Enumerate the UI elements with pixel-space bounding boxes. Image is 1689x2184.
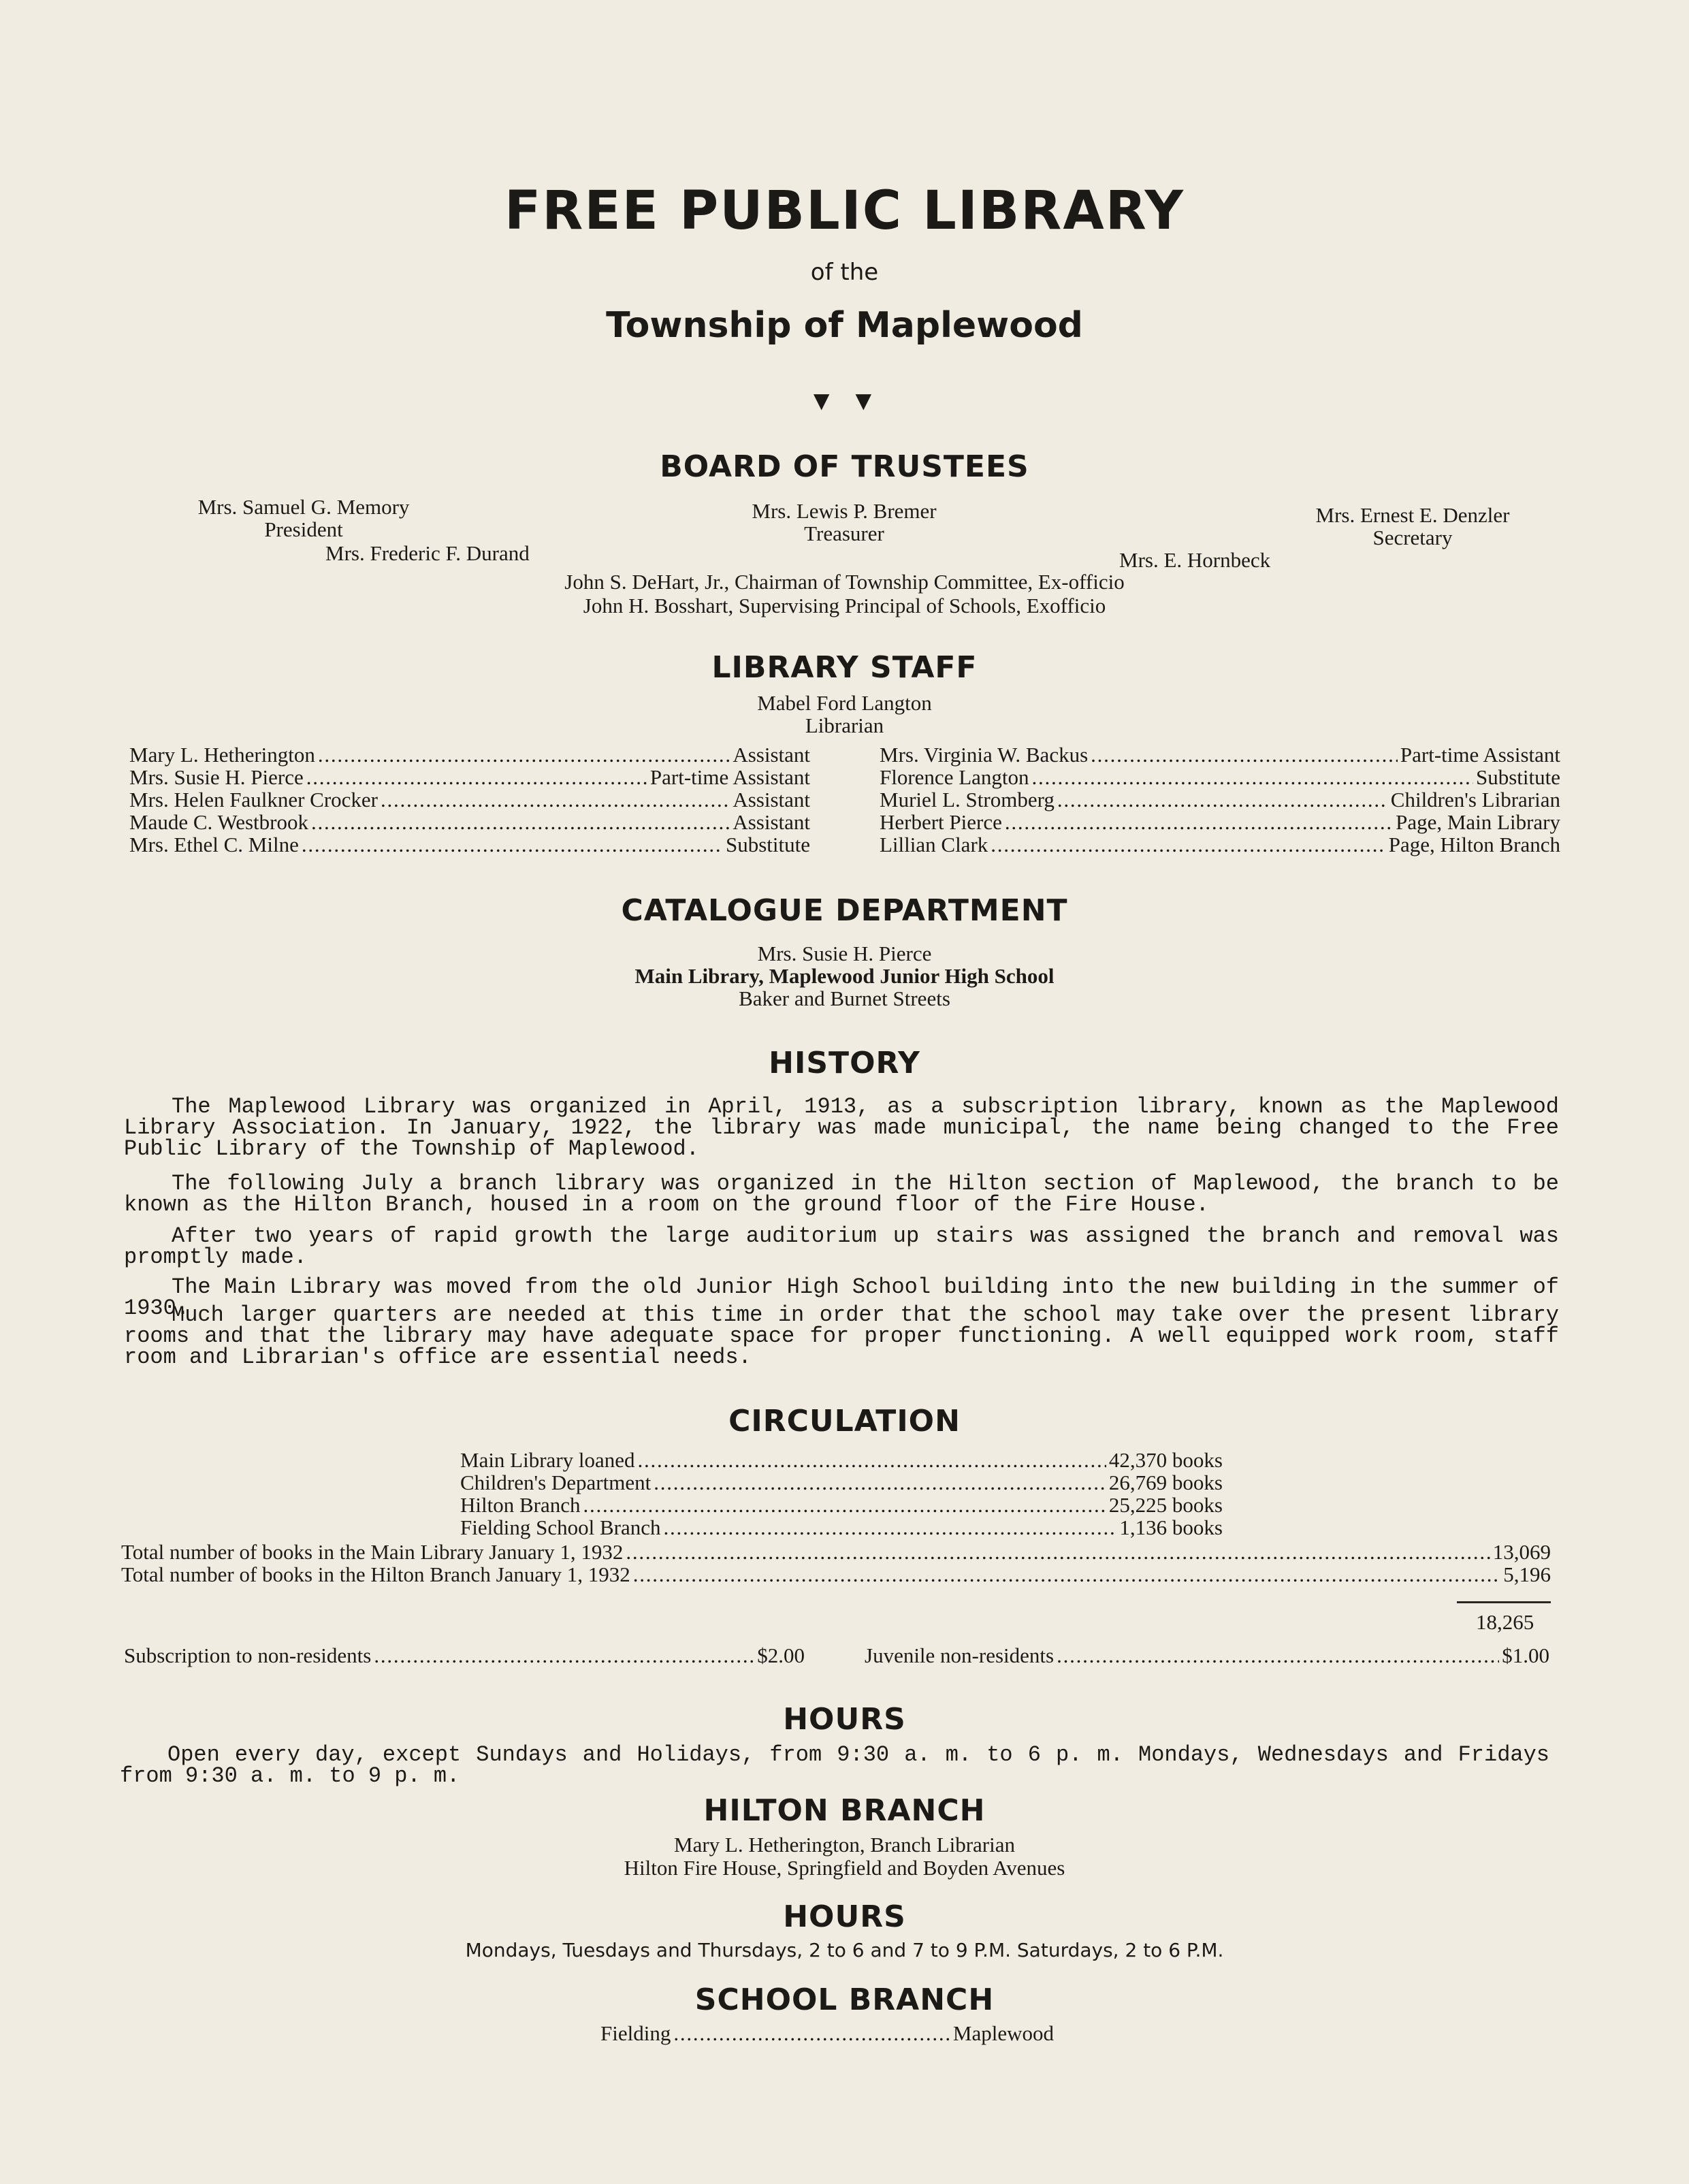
circulation-heading: CIRCULATION: [728, 1404, 961, 1439]
board-member-1-name: Mrs. Samuel G. Memory: [197, 495, 410, 519]
staff-row: Mrs. Virginia W. Backus . . . Part-time Assistant: [880, 743, 1560, 766]
staff-row: Muriel L. Stromberg . . . Children's Librarian: [880, 788, 1560, 811]
hilton-librarian: Mary L. Hetherington, Branch Librarian: [674, 1833, 1015, 1857]
staff-row: Herbert Pierce . . . Page, Main Library: [880, 811, 1560, 833]
history-paragraph: The Main Library was moved from the old Junior High School building into the new building in the summer of 1930.: [124, 1274, 1559, 1321]
catalogue-name: Mrs. Susie H. Pierce: [757, 942, 932, 965]
staff-row: Mrs. Helen Faulkner Crocker . . . Assistant: [129, 788, 810, 811]
page-subtitle-township: Township of Maplewood: [606, 305, 1083, 346]
page-title: FREE PUBLIC LIBRARY: [504, 180, 1185, 242]
circulation-loan-row: Children's Department . . . 26,769 books: [460, 1471, 1223, 1494]
circulation-total-row: Total number of books in the Hilton Branch January 1, 1932 . . . 5,196: [121, 1563, 1551, 1586]
circulation-total-row: Total number of books in the Main Library January 1, 1932 . . . 13,069: [121, 1541, 1551, 1563]
board-member-4-name: Mrs. Frederic F. Durand: [325, 541, 530, 565]
staff-librarian-name: Mabel Ford Langton: [757, 691, 932, 715]
history-paragraph: Much larger quarters are needed at this time in order that the school may take over the present library rooms and that the library may have adequate space for proper functioning. A well equipped work room, staff room and Librarian's office are essential needs.: [124, 1302, 1559, 1370]
circulation-loan-row: Fielding School Branch . . . 1,136 books: [460, 1516, 1223, 1539]
catalogue-location: Main Library, Maplewood Junior High School: [634, 964, 1055, 988]
hilton-heading: HILTON BRANCH: [703, 1793, 986, 1828]
staff-row: Mrs. Ethel C. Milne . . . Substitute: [129, 833, 810, 856]
school-branch-heading: SCHOOL BRANCH: [694, 1982, 995, 2017]
circulation-loan-row: Main Library loaned . . . 42,370 books: [460, 1449, 1223, 1471]
board-member-3-role: Secretary: [1372, 526, 1453, 549]
catalogue-address: Baker and Burnet Streets: [739, 986, 950, 1010]
board-exofficio-1: John S. DeHart, Jr., Chairman of Township Committee, Ex-officio: [564, 570, 1125, 594]
page-subtitle-of-the: of the: [810, 259, 879, 286]
subscription-row: Subscription to non-residents . . . $2.00: [124, 1644, 805, 1667]
history-paragraph: After two years of rapid growth the large auditorium up stairs was assigned the branch and removal was promptly made.: [124, 1223, 1559, 1270]
staff-row: Maude C. Westbrook . . . Assistant: [129, 811, 810, 833]
board-member-2-role: Treasurer: [804, 521, 884, 545]
board-member-1-role: President: [264, 517, 343, 541]
history-paragraph: The following July a branch library was organized in the Hilton section of Maplewood, the branch to be known as the Hilton Branch, housed in a room on the ground floor of the Fire House.: [124, 1171, 1559, 1217]
board-member-2: [708, 500, 980, 545]
history-paragraph: The Maplewood Library was organized in April, 1913, as a subscription library, known as the Maplewood Library Association. In January, 1922, the library was made municipal, the name being changed to the Free Public Library of the Township of Maplewood.: [124, 1094, 1559, 1161]
circulation-grand-total: 18,265: [1476, 1610, 1534, 1634]
board-exofficio-2: John H. Bosshart, Supervising Principal of Schools, Exofficio: [583, 594, 1106, 617]
staff-librarian-role: Librarian: [805, 713, 884, 737]
school-branch-row: Fielding . . . Maplewood: [600, 2022, 1054, 2044]
board-heading: BOARD OF TRUSTEES: [660, 449, 1029, 484]
ornament-triangles-icon: ▼ ▼: [807, 385, 882, 416]
staff-row: Florence Langton . . . Substitute: [880, 766, 1560, 788]
history-heading: HISTORY: [769, 1046, 920, 1080]
hilton-hours-text: Mondays, Tuesdays and Thursdays, 2 to 6 and 7 to 9 P.M. Saturdays, 2 to 6 P.M.: [465, 1939, 1224, 1961]
staff-row: Mrs. Susie H. Pierce . . . Part-time Assistant: [129, 766, 810, 788]
board-member-2-name: Mrs. Lewis P. Bremer: [752, 499, 937, 523]
board-member-1: [154, 496, 453, 541]
sum-rule: [1457, 1601, 1551, 1603]
board-member-5-name: Mrs. E. Hornbeck: [1119, 548, 1271, 572]
circulation-loan-row: Hilton Branch . . . 25,225 books: [460, 1494, 1223, 1516]
staff-row: Lillian Clark . . . Page, Hilton Branch: [880, 833, 1560, 856]
hilton-address: Hilton Fire House, Springfield and Boyden Avenues: [624, 1856, 1065, 1880]
hours-heading: HOURS: [783, 1702, 906, 1737]
hilton-hours-heading: HOURS: [783, 1899, 906, 1934]
staff-heading: LIBRARY STAFF: [711, 650, 978, 685]
juvenile-row: Juvenile non-residents . . . $1.00: [865, 1644, 1549, 1667]
board-member-3: [1263, 504, 1562, 549]
board-member-3-name: Mrs. Ernest E. Denzler: [1315, 503, 1510, 527]
staff-row: Mary L. Hetherington . . . Assistant: [129, 743, 810, 766]
catalogue-heading: CATALOGUE DEPARTMENT: [621, 893, 1068, 928]
hours-text: Open every day, except Sundays and Holidays, from 9:30 a. m. to 6 p. m. Mondays, Wednesdays and Fridays from 9:30 a. m. to 9 p. m.: [120, 1742, 1549, 1788]
